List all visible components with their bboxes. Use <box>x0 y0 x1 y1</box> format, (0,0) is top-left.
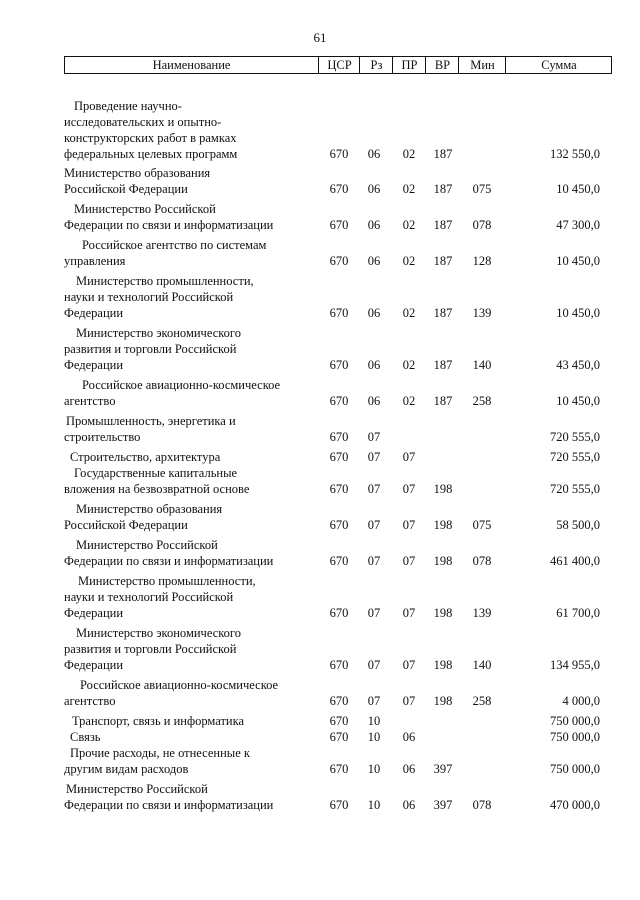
column-header-sum: Сумма <box>505 57 612 73</box>
row-name-line: агентство <box>64 694 116 708</box>
expense-type-code: 198 <box>433 694 453 708</box>
row-name-line: Федерации по связи и информатизации <box>64 554 274 568</box>
row-name-line: развития и торговли Российской <box>64 642 237 656</box>
amount: 720 555,0 <box>550 450 600 464</box>
subsection-code: 07 <box>402 450 416 464</box>
column-header-pr: ПР <box>392 57 426 73</box>
subsection-code: 07 <box>402 658 416 672</box>
table-row <box>0 98 640 162</box>
section-code: 10 <box>367 762 381 776</box>
subsection-code: 06 <box>402 730 416 744</box>
table-row <box>0 713 640 729</box>
amount: 10 450,0 <box>556 254 600 268</box>
row-name-line: Федерации <box>64 306 124 320</box>
amount: 750 000,0 <box>550 762 600 776</box>
subsection-code: 02 <box>402 358 416 372</box>
csr-code: 670 <box>329 798 349 812</box>
row-name-line: вложения на безвозвратной основе <box>64 482 250 496</box>
table-row <box>0 745 640 777</box>
budget-table-body <box>0 98 640 815</box>
row-name-line: исследовательских и опытно- <box>64 115 222 129</box>
csr-code: 670 <box>329 518 349 532</box>
table-row <box>0 537 640 569</box>
csr-code: 670 <box>329 182 349 196</box>
row-name-line: Строительство, архитектура <box>70 450 221 464</box>
amount: 461 400,0 <box>550 554 600 568</box>
expense-type-code: 198 <box>433 518 453 532</box>
row-name-line: Российской Федерации <box>64 518 188 532</box>
row-name-line: строительство <box>64 430 141 444</box>
row-name-line: федеральных целевых программ <box>64 147 238 161</box>
section-code: 07 <box>367 554 381 568</box>
row-name <box>64 713 314 729</box>
table-row <box>0 625 640 673</box>
section-code: 10 <box>367 730 381 744</box>
row-name-line: Российское агентство по системам <box>82 238 267 252</box>
section-code: 07 <box>367 450 381 464</box>
row-name-line: Российское авиационно-космическое <box>80 678 279 692</box>
row-name <box>64 165 314 197</box>
section-code: 07 <box>367 518 381 532</box>
row-name <box>64 377 314 409</box>
csr-code: 670 <box>329 218 349 232</box>
row-name-line: Министерство промышленности, <box>76 274 254 288</box>
amount: 750 000,0 <box>550 714 600 728</box>
table-row <box>0 165 640 197</box>
row-name-line: Министерство промышленности, <box>78 574 256 588</box>
row-name-line: Федерации <box>64 606 124 620</box>
csr-code: 670 <box>329 358 349 372</box>
row-name-line: Государственные капитальные <box>74 466 238 480</box>
ministry-code: 139 <box>472 606 492 620</box>
row-name-line: другим видам расходов <box>64 762 189 776</box>
amount: 720 555,0 <box>550 430 600 444</box>
section-code: 06 <box>367 254 381 268</box>
row-name-line: Федерации по связи и информатизации <box>64 798 274 812</box>
csr-code: 670 <box>329 147 349 161</box>
row-name <box>64 781 314 813</box>
row-name-line: Федерации <box>64 658 124 672</box>
amount: 10 450,0 <box>556 306 600 320</box>
expense-type-code: 198 <box>433 658 453 672</box>
subsection-code: 02 <box>402 147 416 161</box>
row-name-line: Промышленность, энергетика и <box>66 414 236 428</box>
column-header-min: Мин <box>458 57 506 73</box>
amount: 750 000,0 <box>550 730 600 744</box>
row-name <box>64 237 314 269</box>
table-row <box>0 729 640 745</box>
page-number: 61 <box>313 30 327 45</box>
row-name-line: Министерство Российской <box>74 202 216 216</box>
row-name-line: науки и технологий Российской <box>64 590 234 604</box>
amount: 10 450,0 <box>556 394 600 408</box>
section-code: 07 <box>367 694 381 708</box>
amount: 720 555,0 <box>550 482 600 496</box>
row-name <box>64 625 314 673</box>
table-row <box>0 677 640 709</box>
row-name <box>64 677 314 709</box>
section-code: 07 <box>367 482 381 496</box>
table-row <box>0 201 640 233</box>
row-name <box>64 98 314 162</box>
section-code: 07 <box>367 430 381 444</box>
table-row <box>0 325 640 373</box>
section-code: 06 <box>367 182 381 196</box>
subsection-code: 07 <box>402 694 416 708</box>
ministry-code: 140 <box>472 658 492 672</box>
ministry-code: 139 <box>472 306 492 320</box>
row-name-line: Федерации по связи и информатизации <box>64 218 274 232</box>
csr-code: 670 <box>329 658 349 672</box>
table-row <box>0 237 640 269</box>
row-name <box>64 501 314 533</box>
ministry-code: 078 <box>472 554 492 568</box>
table-row <box>0 781 640 813</box>
row-name <box>64 573 314 621</box>
row-name-line: агентство <box>64 394 116 408</box>
csr-code: 670 <box>329 306 349 320</box>
table-header <box>64 56 612 74</box>
ministry-code: 258 <box>472 394 492 408</box>
section-code: 06 <box>367 147 381 161</box>
ministry-code: 078 <box>472 798 492 812</box>
section-code: 10 <box>367 798 381 812</box>
csr-code: 670 <box>329 430 349 444</box>
expense-type-code: 397 <box>433 798 453 812</box>
row-name-line: Федерации <box>64 358 124 372</box>
table-row <box>0 573 640 621</box>
subsection-code: 02 <box>402 218 416 232</box>
expense-type-code: 187 <box>433 218 453 232</box>
section-code: 06 <box>367 358 381 372</box>
subsection-code: 07 <box>402 606 416 620</box>
row-name-line: Транспорт, связь и информатика <box>72 714 245 728</box>
csr-code: 670 <box>329 450 349 464</box>
row-name-line: развития и торговли Российской <box>64 342 237 356</box>
row-name <box>64 201 314 233</box>
section-code: 06 <box>367 394 381 408</box>
amount: 132 550,0 <box>550 147 600 161</box>
table-row <box>0 465 640 497</box>
row-name <box>64 273 314 321</box>
csr-code: 670 <box>329 394 349 408</box>
csr-code: 670 <box>329 730 349 744</box>
section-code: 06 <box>367 306 381 320</box>
ministry-code: 075 <box>472 182 492 196</box>
row-name <box>64 449 314 465</box>
column-header-rz: Рз <box>359 57 393 73</box>
table-row <box>0 273 640 321</box>
section-code: 07 <box>367 606 381 620</box>
row-name-line: Министерство экономического <box>76 626 241 640</box>
column-header-vr: ВР <box>425 57 459 73</box>
expense-type-code: 187 <box>433 358 453 372</box>
row-name-line: Прочие расходы, не отнесенные к <box>70 746 250 760</box>
row-name-line: управления <box>64 254 126 268</box>
ministry-code: 140 <box>472 358 492 372</box>
expense-type-code: 187 <box>433 254 453 268</box>
amount: 134 955,0 <box>550 658 600 672</box>
amount: 43 450,0 <box>556 358 600 372</box>
row-name-line: Министерство Российской <box>76 538 218 552</box>
csr-code: 670 <box>329 606 349 620</box>
ministry-code: 075 <box>472 518 492 532</box>
row-name-line: Проведение научно- <box>74 99 182 113</box>
csr-code: 670 <box>329 762 349 776</box>
row-name-line: Министерство экономического <box>76 326 241 340</box>
section-code: 06 <box>367 218 381 232</box>
column-header-csr: ЦСР <box>318 57 360 73</box>
amount: 470 000,0 <box>550 798 600 812</box>
amount: 47 300,0 <box>556 218 600 232</box>
row-name <box>64 325 314 373</box>
row-name <box>64 413 314 445</box>
csr-code: 670 <box>329 714 349 728</box>
csr-code: 670 <box>329 482 349 496</box>
csr-code: 670 <box>329 554 349 568</box>
amount: 58 500,0 <box>556 518 600 532</box>
amount: 10 450,0 <box>556 182 600 196</box>
row-name <box>64 537 314 569</box>
expense-type-code: 187 <box>433 306 453 320</box>
expense-type-code: 397 <box>433 762 453 776</box>
column-header-name: Наименование <box>152 58 231 72</box>
subsection-code: 02 <box>402 394 416 408</box>
table-row <box>0 377 640 409</box>
row-name-line: конструкторских работ в рамках <box>64 131 237 145</box>
subsection-code: 02 <box>402 254 416 268</box>
subsection-code: 07 <box>402 554 416 568</box>
amount: 4 000,0 <box>562 694 600 708</box>
row-name <box>64 745 314 777</box>
table-row <box>0 449 640 465</box>
expense-type-code: 198 <box>433 606 453 620</box>
row-name-line: Связь <box>70 730 101 744</box>
expense-type-code: 198 <box>433 482 453 496</box>
section-code: 10 <box>367 714 381 728</box>
expense-type-code: 198 <box>433 554 453 568</box>
row-name <box>64 465 314 497</box>
section-code: 07 <box>367 658 381 672</box>
subsection-code: 02 <box>402 182 416 196</box>
row-name-line: Министерство образования <box>76 502 223 516</box>
ministry-code: 128 <box>472 254 492 268</box>
subsection-code: 06 <box>402 762 416 776</box>
subsection-code: 02 <box>402 306 416 320</box>
subsection-code: 07 <box>402 482 416 496</box>
row-name-line: Российское авиационно-космическое <box>82 378 281 392</box>
row-name-line: Министерство образования <box>64 166 211 180</box>
ministry-code: 078 <box>472 218 492 232</box>
table-row <box>0 413 640 445</box>
ministry-code: 258 <box>472 694 492 708</box>
subsection-code: 07 <box>402 518 416 532</box>
row-name-line: Министерство Российской <box>66 782 208 796</box>
table-row <box>0 501 640 533</box>
subsection-code: 06 <box>402 798 416 812</box>
expense-type-code: 187 <box>433 394 453 408</box>
row-name <box>64 729 314 745</box>
expense-type-code: 187 <box>433 182 453 196</box>
csr-code: 670 <box>329 254 349 268</box>
expense-type-code: 187 <box>433 147 453 161</box>
row-name-line: науки и технологий Российской <box>64 290 234 304</box>
amount: 61 700,0 <box>556 606 600 620</box>
csr-code: 670 <box>329 694 349 708</box>
row-name-line: Российской Федерации <box>64 182 188 196</box>
